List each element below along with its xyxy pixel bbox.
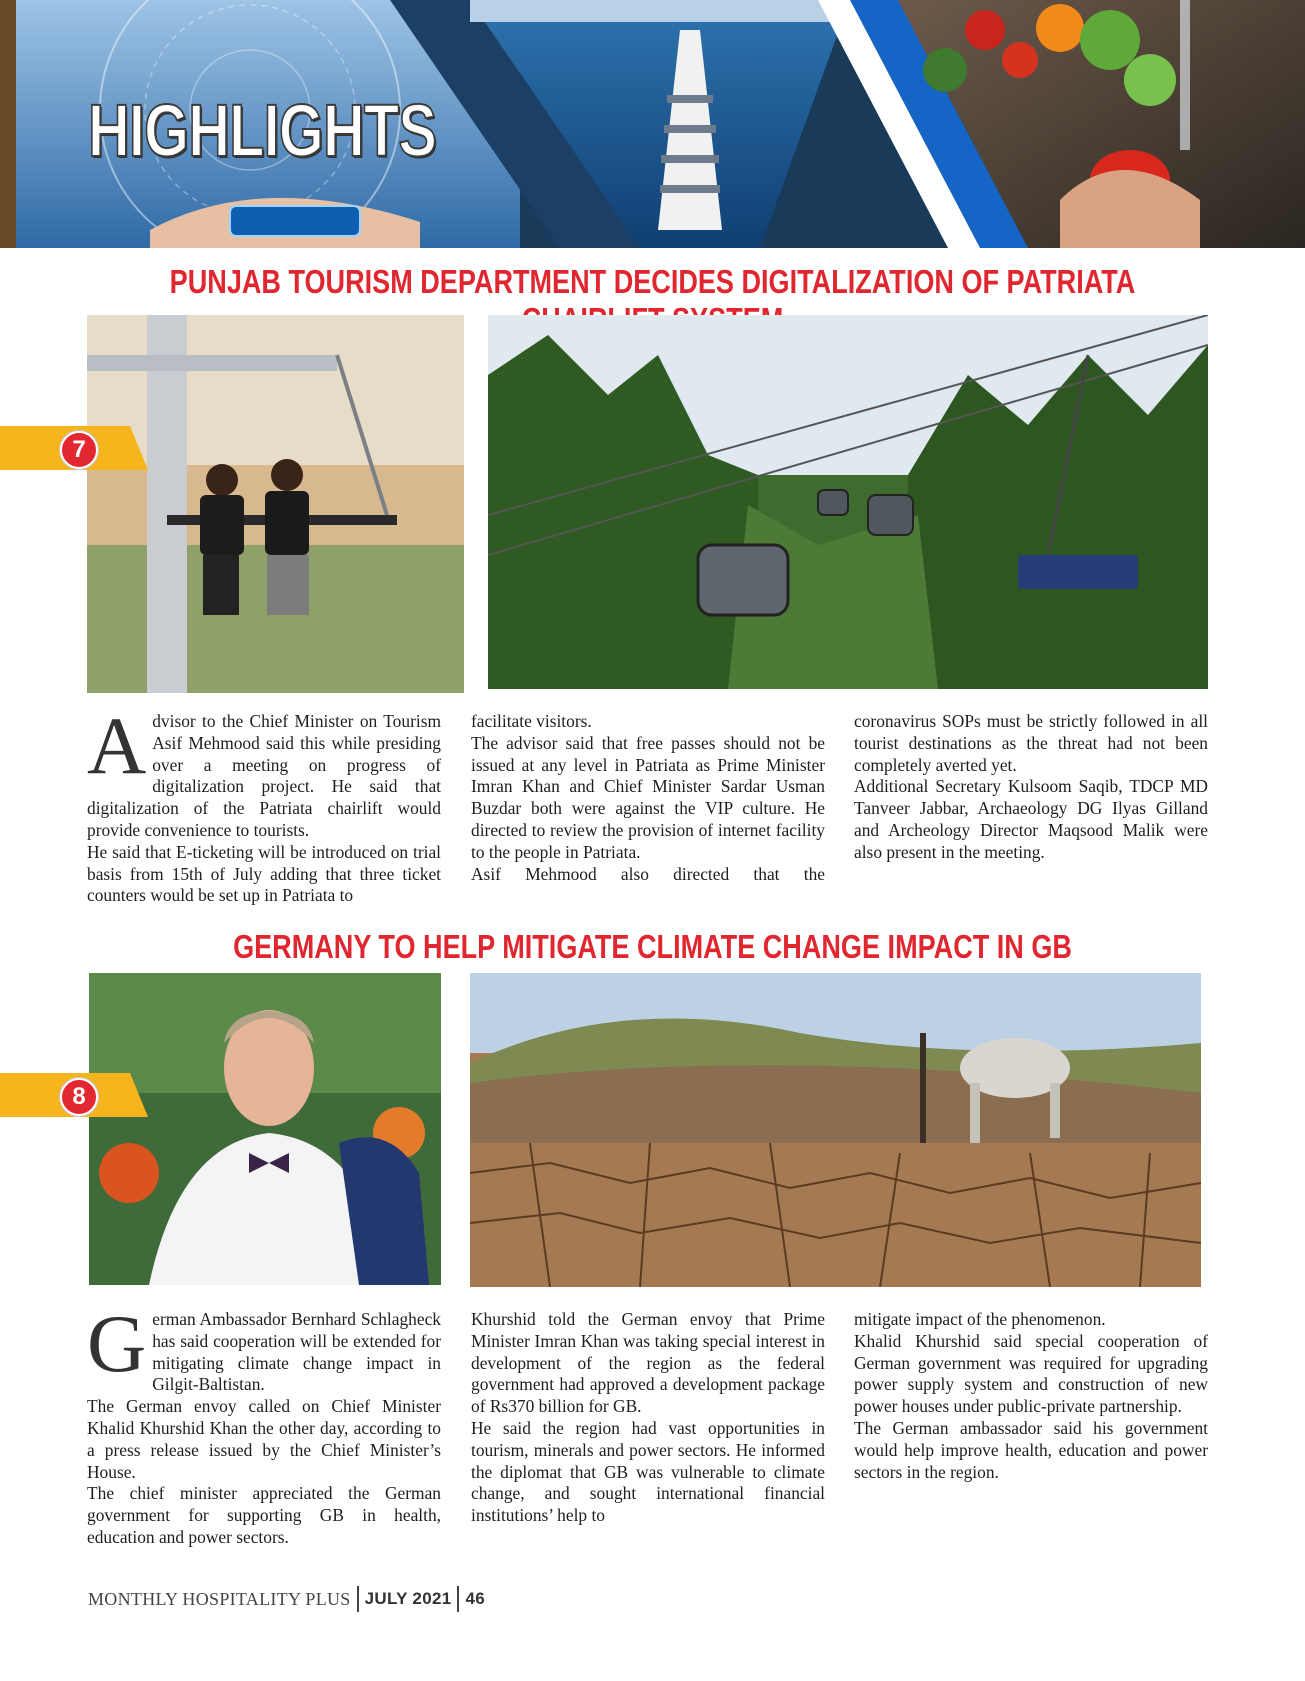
article-7-column-2 (471, 711, 825, 885)
highlights-banner (0, 0, 1305, 248)
article-8-paragraph: The German ambassador said his government would help improve health, education and power sectors in the region. (854, 1417, 1208, 1482)
article-8-headline (0, 928, 1305, 966)
article-7-paragraph: facilitate visitors. (471, 711, 592, 731)
article-8-dropcap: G (87, 1298, 147, 1389)
page-number: 46 (465, 1589, 485, 1608)
article-8-number: 8 (60, 1078, 98, 1116)
chairlift-tourists-photo (87, 315, 464, 693)
article-7-number-tab (0, 426, 148, 470)
footer-divider (457, 1586, 459, 1612)
article-7-number: 7 (60, 431, 98, 469)
article-8-paragraph: The German envoy called on Chief Minister Khalid Khurshid Khan the other day, according to a press release issued by the Chief Minister’s House. (87, 1396, 441, 1482)
banner-title: HIGHLIGHTS (88, 89, 437, 172)
article-8-column-1 (87, 1298, 441, 1549)
article-8-paragraph: mitigate impact of the phenomenon. (854, 1309, 1106, 1329)
article-7-paragraph: The advisor said that free passes should not be issued at any level in Patriata as Prime Minister Imran Khan and Chief Minister Sardar Usman Buzdar both were against the VIP culture. He directed to review the provision of internet facility to the people in Patriata. (471, 732, 825, 862)
article-8-headline-text: GERMANY TO HELP MITIGATE CLIMATE CHANGE IMPACT IN GB (233, 928, 1072, 965)
article-8-number-tab (0, 1073, 148, 1117)
article-8-paragraph: Khurshid told the German envoy that Prime Minister Imran Khan was taking special interest in development of the region as the federal government had approved a development package of Rs370 billion for GB. (471, 1309, 825, 1417)
article-8-paragraph: erman Ambassador Bernhard Schlagheck has said cooperation will be extended for mitigating climate change impact in Gilgit-Baltistan. (152, 1309, 441, 1395)
article-7-paragraph: dvisor to the Chief Minister on Tourism Asif Mehmood said this while presiding over a meeting on progress of digitalization project. He said that digitalization of the Patriata chairlift would provide convenience to tourists. (87, 711, 441, 840)
issue-date: JULY 2021 (364, 1589, 452, 1608)
footer-divider (357, 1586, 359, 1612)
article-8-paragraph: Khalid Khurshid said special cooperation of German government was required for upgrading power supply system and construction of new power houses under public-private partnership. (854, 1330, 1208, 1417)
article-7-dropcap: A (87, 700, 147, 791)
article-8-column-2 (471, 1309, 825, 1527)
article-7-column-3 (854, 711, 1208, 864)
article-8-column-3 (854, 1309, 1208, 1483)
drought-cracked-earth-photo (470, 973, 1201, 1287)
article-7-paragraph: coronavirus SOPs must be strictly followed in all tourist destinations as the threat had not been completely averted yet. (854, 711, 1208, 775)
article-7-headline-text: PUNJAB TOURISM DEPARTMENT DECIDES DIGITALIZATION OF PATRIATA (169, 263, 1136, 300)
page-footer (88, 1586, 485, 1612)
publication-name: MONTHLY HOSPITALITY PLUS (88, 1588, 351, 1609)
article-7-column-1 (87, 700, 441, 907)
article-7-paragraph: Additional Secretary Kulsoom Saqib, TDCP MD Tanveer Jabbar, Archaeology DG Ilyas Gilland and Archeology Director Maqsood Malik were also present in the meeting. (854, 776, 1208, 862)
article-8-paragraph: He said the region had vast opportunities in tourism, minerals and power sectors. He informed the diplomat that GB was vulnerable to climate change, and sought international financial institutions’ help to (471, 1417, 825, 1526)
article-7-paragraph: Asif Mehmood also directed that the (471, 863, 825, 884)
article-7-paragraph: He said that E-ticketing will be introduced on trial basis from 15th of July adding that three ticket counters would be set up in Patriata to (87, 841, 441, 906)
article-8-paragraph: The chief minister appreciated the German government for supporting GB in health, education and power sectors. (87, 1483, 441, 1547)
ambassador-portrait-photo (89, 973, 441, 1285)
cable-cars-forest-photo (488, 315, 1208, 689)
